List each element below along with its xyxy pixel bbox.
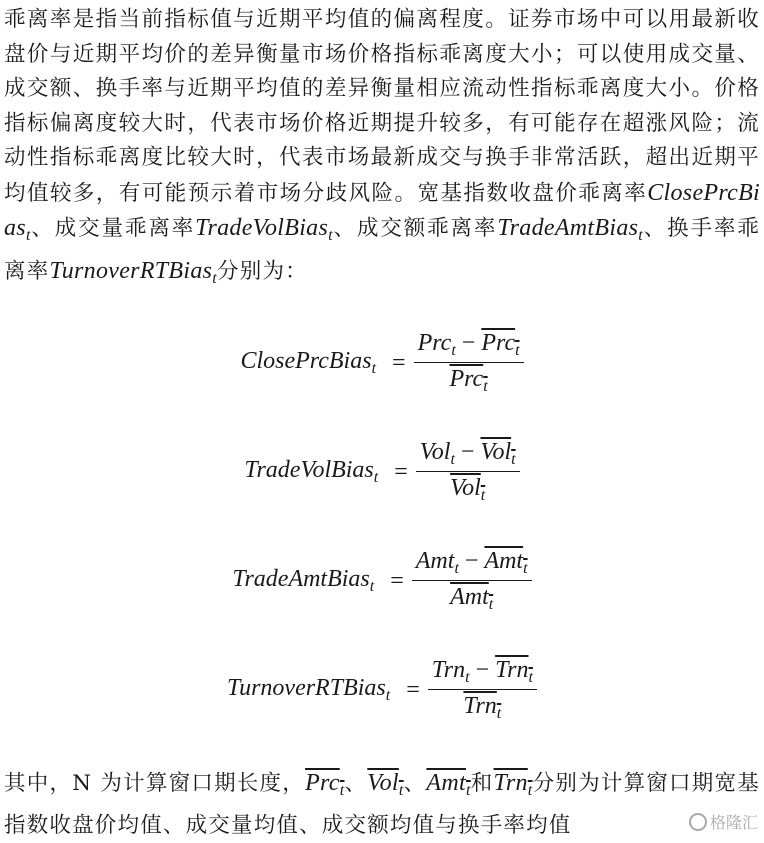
numerator: Vol$_t$ − Vol$_t$	[419, 438, 516, 468]
tail-text: 分别为：	[217, 258, 308, 284]
numerator: Amt$_t$ − Amt$_t$	[415, 547, 528, 577]
equals-sign: =	[394, 458, 408, 485]
numerator: Prc$_t$ − Prc$_t$	[417, 329, 520, 359]
equation-trade-amt-bias	[0, 536, 764, 626]
watermark-logo-icon	[689, 813, 707, 831]
equals-sign: =	[390, 567, 404, 594]
footnote-text: 其中，N 为计算窗口期长度，	[4, 771, 306, 796]
mean-vol: Vol$_t$	[367, 770, 404, 799]
var-turnover-rt-bias: TurnoverRTBias$_t$	[49, 257, 218, 287]
watermark-text: 格隆汇	[709, 813, 758, 832]
var-close-prc-bias: ClosePrcBias$_t$	[4, 179, 760, 244]
equation-lhs: TradeAmtBias$_t$	[232, 566, 375, 595]
footnote-paragraph: 其中，N 为计算窗口期长度，Prc$_t$、Vol$_t$、Amt$_t$和Trn$_t$分别为计算窗口期宽基指数收盘价均值、成交量均值、成交额均值与换手率均值	[4, 770, 760, 838]
intro-paragraph	[4, 3, 760, 296]
mean-trn: Trn$_t$	[493, 770, 533, 799]
equation-turnover-rt-bias	[0, 645, 764, 735]
mean-prc: Prc$_t$	[305, 770, 345, 799]
equals-sign: =	[392, 349, 406, 376]
equation-trade-vol-bias	[0, 427, 764, 517]
numerator: Trn$_t$ − Trn$_t$	[431, 656, 533, 686]
equation-lhs: TradeVolBias$_t$	[244, 457, 379, 486]
sep-text: 、成交额乖离率	[332, 216, 498, 241]
fraction	[412, 548, 532, 614]
equation-lhs: ClosePrcBias$_t$	[240, 348, 377, 377]
fraction	[428, 657, 537, 723]
footnote-text: 分别为计算窗口期宽基指数收盘价均值、成交量均值、成交额均值与换手率均值	[4, 771, 760, 838]
denominator: Prc$_t$	[449, 366, 488, 396]
fraction	[416, 439, 520, 505]
sep-text: 、换手率乖离率	[4, 216, 760, 284]
watermark	[689, 810, 758, 833]
intro-text: 乖离率是指当前指标值与近期平均值的偏离程度。证券市场中可以用最新收盘价与近期平均价的差异衡量市场价格指标乖离度大小；可以使用成交量、成交额、换手率与近期平均值的差异衡量相应流动性指标乖离度大小。价格指标偏离度较大时，代表市场价格近期提升较多，有可能存在超涨风险；流动性指标乖离度比较大时，代表市场最新成交与换手非常活跃，超出近期平均值较多，有可能预示着市场分歧风险。宽基指数收盘价乖离率	[4, 7, 760, 206]
sep-text: 、成交量乖离率	[30, 216, 196, 241]
equation-lhs: TurnoverRTBias$_t$	[227, 675, 391, 704]
mean-amt: Amt$_t$	[426, 770, 471, 799]
var-trade-vol-bias: TradeVolBias$_t$	[195, 215, 333, 244]
denominator: Amt$_t$	[450, 584, 494, 614]
denominator: Trn$_t$	[463, 693, 502, 723]
var-trade-amt-bias: TradeAmtBias$_t$	[497, 215, 644, 244]
fraction	[414, 330, 524, 396]
equals-sign: =	[406, 676, 420, 703]
denominator: Vol$_t$	[450, 475, 486, 505]
equation-close-prc-bias	[0, 318, 764, 408]
